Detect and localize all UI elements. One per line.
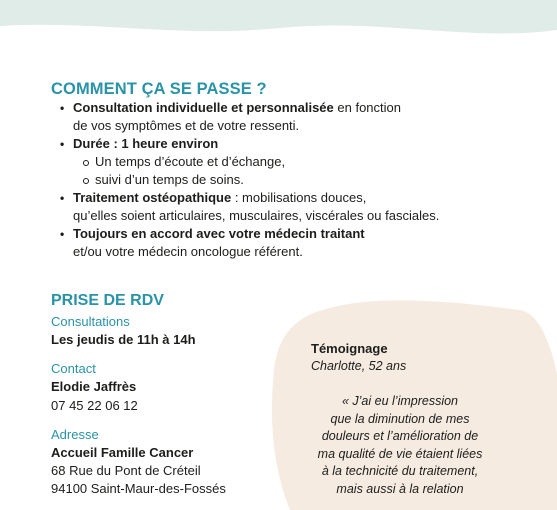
item-continuation: qu’elles soient articulaires, musculaires, viscérales ou fasciales. — [73, 208, 440, 223]
list-item — [51, 135, 471, 189]
testimonial-quote — [300, 393, 500, 499]
top-wave-decoration — [0, 0, 557, 40]
item-bold-text: Durée : 1 heure environ — [73, 136, 219, 151]
list-item — [51, 99, 471, 135]
item-bold-text: Traitement ostéopathique — [73, 190, 232, 205]
testimonial-author: Charlotte, 52 ans — [311, 359, 407, 373]
quote-line: ma qualité de vie étaient liées — [317, 446, 483, 461]
how-list — [51, 99, 471, 261]
consultations-label: Consultations — [51, 314, 130, 329]
quote-line: que la diminution de mes — [330, 411, 470, 426]
list-item — [51, 189, 471, 225]
item-text: en fonction — [333, 100, 401, 115]
quote-line: « J’ai eu l’impression — [341, 394, 459, 408]
quote-line: à la technicité du traitement, — [321, 464, 479, 479]
contact-name: Elodie Jaffrès — [51, 379, 137, 394]
section-title-how: COMMENT ÇA SE PASSE ? — [51, 80, 267, 98]
testimonial-title: Témoignage — [311, 341, 388, 356]
quote-line: douleurs et l’amélioration de — [321, 429, 479, 444]
quote-line: mais aussi à la relation — [336, 481, 464, 496]
contact-phone: 07 45 22 06 12 — [51, 398, 138, 413]
sub-list-item: suivi d’un temps de soins. — [73, 171, 471, 189]
item-continuation: et/ou votre médecin oncologue référent. — [73, 244, 303, 259]
item-bold-text: Consultation individuelle et personnalisée — [73, 100, 334, 115]
address-label: Adresse — [51, 427, 99, 442]
section-title-rdv: PRISE DE RDV — [51, 292, 164, 309]
sub-list-item: Un temps d’écoute et d’échange, — [73, 153, 471, 171]
item-text: : mobilisations douces, — [231, 190, 367, 205]
address-name: Accueil Famille Cancer — [51, 445, 194, 460]
contact-label: Contact — [51, 361, 96, 376]
consultations-schedule: Les jeudis de 11h à 14h — [51, 332, 196, 347]
address-city: 94100 Saint-Maur-des-Fossés — [51, 481, 226, 496]
item-bold-text: Toujours en accord avec votre médecin traitant — [73, 226, 365, 241]
list-item — [51, 225, 471, 261]
address-street: 68 Rue du Pont de Créteil — [51, 463, 201, 478]
item-continuation: de vos symptômes et de votre ressenti. — [73, 118, 300, 133]
sub-list — [73, 153, 471, 189]
